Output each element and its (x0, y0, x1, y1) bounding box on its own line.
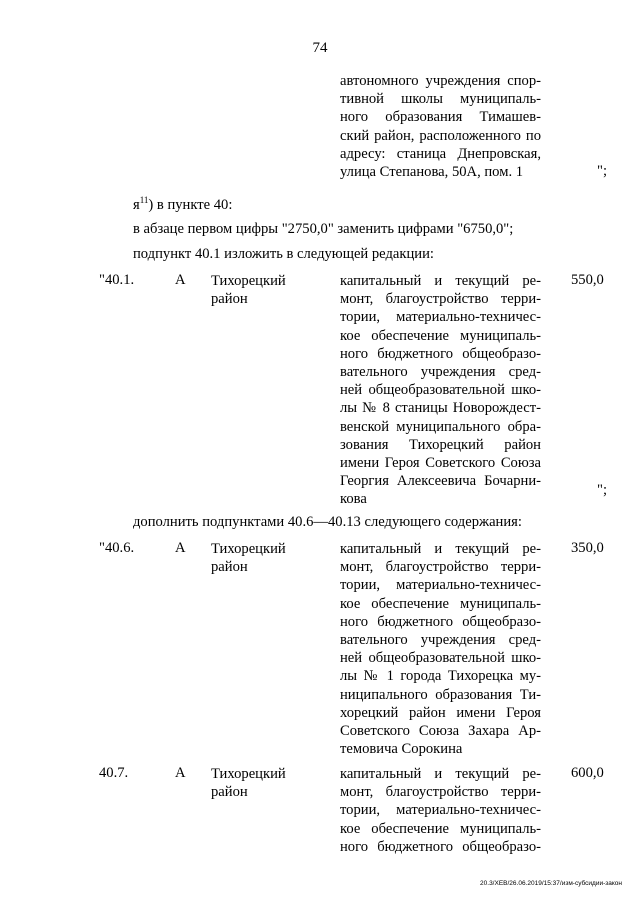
text-line: капитальный и текущий ре- (340, 766, 541, 782)
closing-quote: "; (597, 163, 608, 179)
text-line: кое обеспечение муниципаль- (340, 595, 541, 612)
text-line: ного бюджетного общеобразо- (340, 838, 541, 855)
item-text: ) в пункте 40: (148, 196, 233, 213)
instruction-item (133, 195, 232, 214)
row-amount: 600,0 (571, 765, 604, 781)
text-line: кое обеспечение муниципаль- (340, 820, 541, 837)
text-line: улица Степанова, 50А, пом. 1 (340, 163, 524, 180)
text-line: темовича Сорокина (340, 741, 463, 758)
text-line: ней общеобразовательной шко- (340, 650, 541, 667)
text-line: венской муниципального обра- (340, 418, 541, 435)
region-line: Тихорецкий (211, 273, 286, 289)
text-line: капитальный и текущий ре- (340, 273, 541, 289)
text-line: ниципального образования Ти- (340, 686, 541, 703)
text-line: адресу: станица Днепровская, (340, 145, 541, 162)
text-line: хорецкий район имени Героя (340, 704, 541, 721)
row-category: А (175, 540, 186, 556)
text-line: вательного учреждения сред- (340, 363, 541, 380)
row-number: 40.7. (99, 765, 129, 781)
text-line: вательного учреждения сред- (340, 631, 541, 648)
text-line: кова (340, 491, 367, 508)
region-line: Тихорецкий (211, 766, 286, 782)
footer-code: 20.3/ХЕВ/26.06.2019/15:37/изм-субсидии-закон (480, 880, 622, 887)
item-superscript: 11 (139, 195, 149, 205)
text-line: ного образования Тимашев- (340, 109, 541, 126)
row-region (211, 272, 286, 308)
item-letter: я (133, 196, 140, 213)
row-category: А (175, 765, 186, 781)
row-number: "40.1. (99, 272, 135, 288)
region-line: Тихорецкий (211, 541, 286, 557)
row-region (211, 540, 286, 576)
row-description (340, 540, 541, 758)
text-line: ного бюджетного общеобразо- (340, 613, 541, 630)
text-line: Советского Союза Захара Ар- (340, 722, 541, 739)
instruction-line: дополнить подпунктами 40.6—40.13 следующего содержания: (133, 514, 522, 530)
top-description-block (340, 72, 541, 181)
row-description (340, 272, 541, 508)
text-line: монт, благоустройство терри- (340, 784, 541, 801)
closing-quote: "; (597, 482, 608, 498)
text-line: тории, материально-техничес- (340, 309, 541, 326)
region-line: район (211, 784, 248, 801)
text-line: тории, материально-техничес- (340, 802, 541, 819)
text-line: монт, благоустройство терри- (340, 559, 541, 576)
text-line: автономного учреждения спор- (340, 73, 541, 89)
text-line: капитальный и текущий ре- (340, 541, 541, 557)
region-line: район (211, 559, 248, 576)
row-amount: 550,0 (571, 272, 604, 288)
row-region (211, 765, 286, 801)
text-line: ного бюджетного общеобразо- (340, 345, 541, 362)
row-number: "40.6. (99, 540, 135, 556)
row-description (340, 765, 541, 856)
text-line: имени Героя Советского Союза (340, 454, 541, 471)
text-line: ней общеобразовательной шко- (340, 382, 541, 399)
text-line: лы № 1 города Тихорецка му- (340, 668, 541, 685)
page-number: 74 (312, 40, 328, 56)
text-line: Георгия Алексеевича Бочарни- (340, 473, 541, 490)
instruction-line: подпункт 40.1 изложить в следующей редакции: (133, 246, 434, 262)
text-line: зования Тихорецкий район (340, 436, 541, 453)
row-category: А (175, 272, 186, 288)
text-line: кое обеспечение муниципаль- (340, 327, 541, 344)
text-line: ский район, расположенного по (340, 127, 541, 144)
instruction-line: в абзаце первом цифры "2750,0" заменить цифрами "6750,0"; (133, 221, 514, 237)
text-line: монт, благоустройство терри- (340, 291, 541, 308)
row-amount: 350,0 (571, 540, 604, 556)
region-line: район (211, 291, 248, 308)
text-line: тории, материально-техничес- (340, 577, 541, 594)
text-line: тивной школы муниципаль- (340, 91, 541, 108)
text-line: лы № 8 станицы Новорождест- (340, 400, 541, 417)
